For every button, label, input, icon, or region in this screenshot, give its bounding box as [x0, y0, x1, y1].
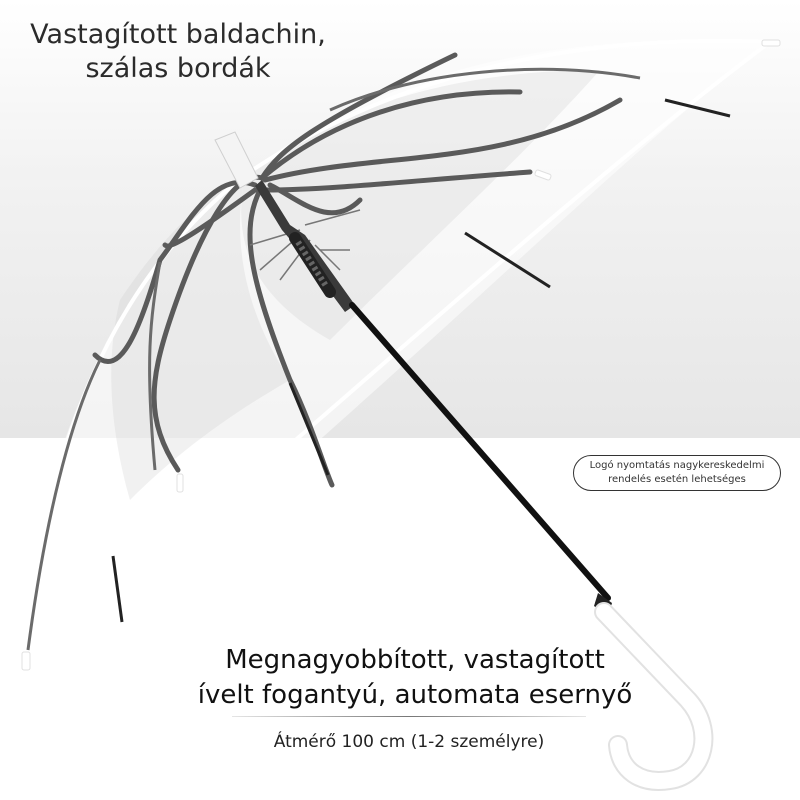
diameter-spec: Átmérő 100 cm (1-2 személyre) — [273, 732, 545, 752]
headline-bottom-line2: ívelt fogantyú, automata esernyő — [197, 680, 633, 710]
logo-print-badge — [573, 455, 781, 491]
badge-line2: rendelés esetén lehetséges — [608, 474, 746, 485]
headline-bottom — [180, 643, 650, 713]
badge-line1: Logó nyomtatás nagykereskedelmi — [589, 460, 765, 471]
umbrella-top-cap — [215, 132, 258, 188]
headline-top-line1: Vastagított baldachin, — [30, 19, 326, 50]
headline-top — [28, 18, 328, 86]
headline-bottom-line1: Megnagyobbított, vastagított — [225, 645, 605, 675]
divider — [232, 716, 586, 717]
headline-top-line2: szálas bordák — [85, 53, 271, 84]
umbrella-shaft — [352, 305, 612, 616]
